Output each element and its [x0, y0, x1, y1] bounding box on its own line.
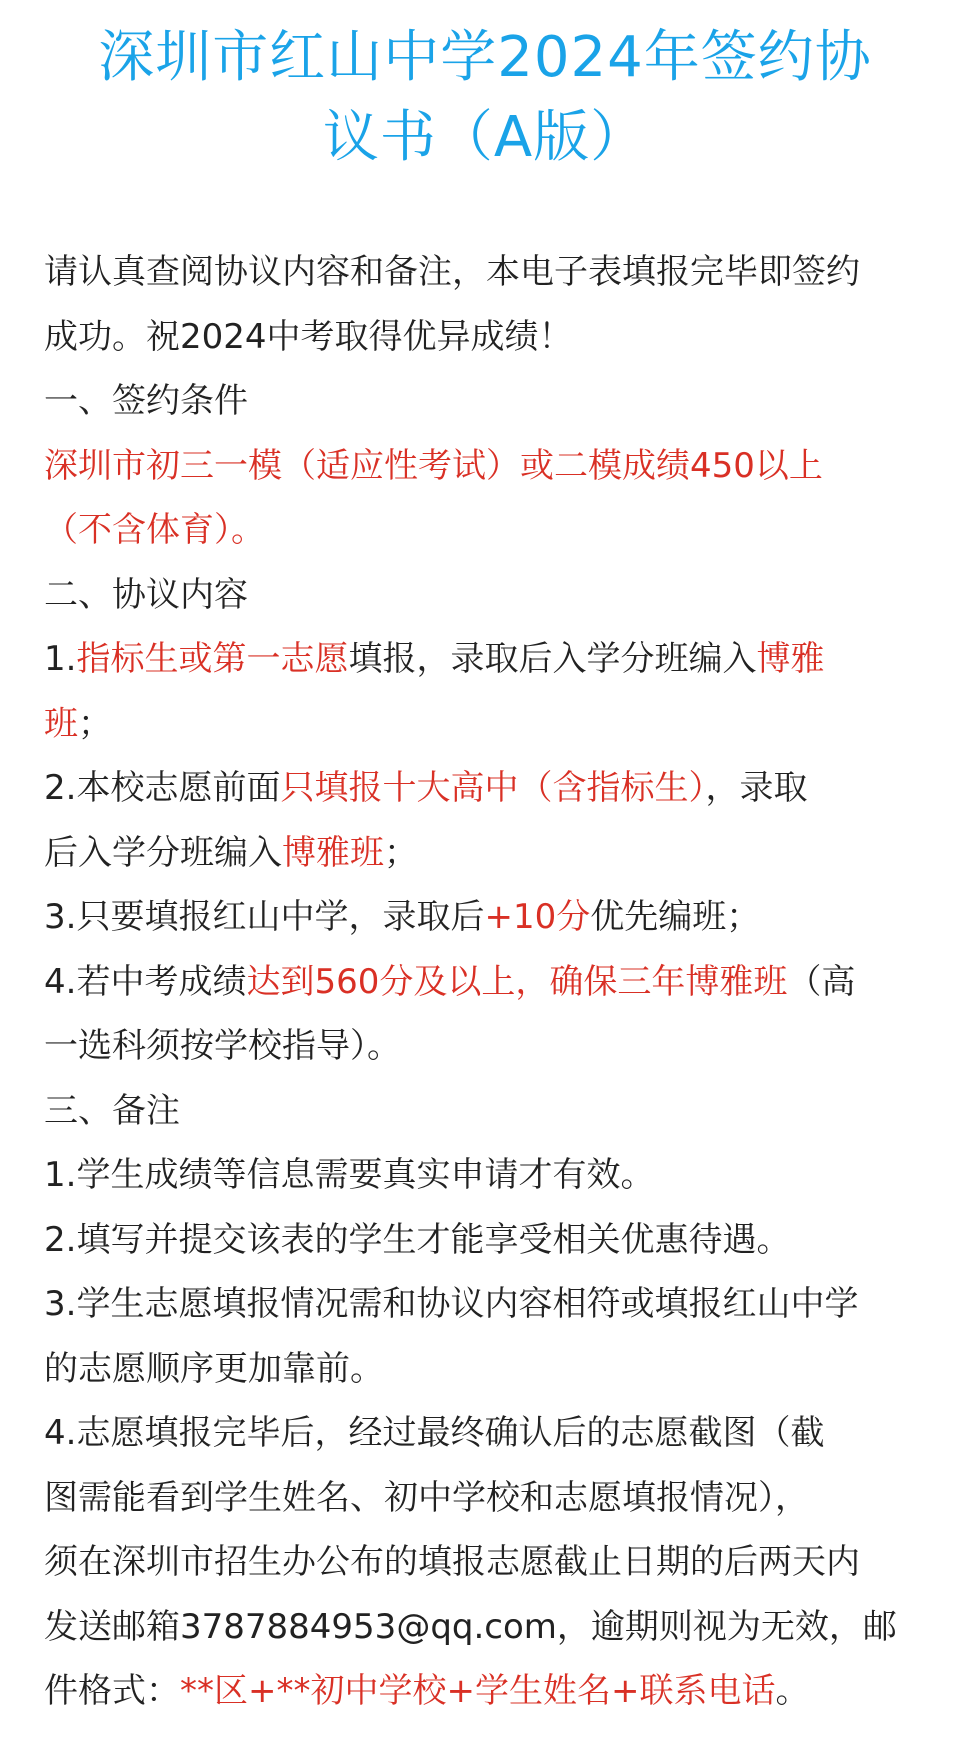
condition-line-2: （不含体育）。 — [44, 510, 265, 550]
agreement-item-3 — [44, 885, 944, 950]
note-2: 2.填写并提交该表的学生才能享受相关优惠待遇。 — [44, 1219, 791, 1260]
note-4-line-1: 4.志愿填报完毕后，经过最终确认后的志愿截图（截 — [44, 1413, 825, 1453]
item-1-tail: ； — [78, 703, 112, 744]
section-2-heading: 二、协议内容 — [44, 574, 248, 615]
item-3-tail: 优先编班； — [590, 897, 761, 937]
note-4-line-2: 图需能看到学生姓名、初中学校和志愿填报情况）， — [44, 1477, 809, 1518]
item-3-highlight: +10分 — [484, 897, 591, 937]
item-4-prefix: 4.若中考成绩 — [44, 961, 247, 1002]
agreement-item-4-line-1 — [44, 950, 944, 1015]
item-4-tail: （高 — [787, 961, 856, 1002]
item-2-line-2-head: 后入学分班编入 — [44, 832, 282, 873]
item-2-highlight-1: 只填报十大高中（含指标生） — [280, 768, 706, 808]
note-1: 1.学生成绩等信息需要真实申请才有效。 — [44, 1155, 655, 1195]
item-1-prefix: 1. — [44, 639, 77, 679]
item-2-tail: ，录取 — [705, 768, 808, 808]
agreement-item-1-line-1 — [44, 627, 944, 692]
note-3-line-1: 3.学生志愿填报情况需和协议内容相符或填报红山中学 — [44, 1284, 859, 1324]
document-body — [44, 240, 944, 1724]
note-4-format-label: 件格式： — [44, 1671, 180, 1711]
document-title — [60, 18, 910, 178]
note-4-line-4: 发送邮箱3787884953@qq.com，逾期则视为无效，邮 — [44, 1606, 897, 1647]
agreement-item-2-line-2 — [44, 821, 944, 886]
item-2-prefix: 2.本校志愿前面 — [44, 768, 281, 808]
section-1-heading: 一、签约条件 — [44, 381, 248, 421]
condition-line-1: 深圳市初三一模（适应性考试）或二模成绩450以上 — [44, 445, 823, 486]
item-4-highlight-1: 达到560分及以上， — [246, 961, 550, 1002]
note-4-line-5 — [44, 1659, 944, 1724]
intro-line-1: 请认真查阅协议内容和备注，本电子表填报完毕即签约 — [44, 252, 860, 292]
item-1-highlight-2: 博雅 — [756, 639, 825, 679]
title-line-1: 深圳市红山中学2024年签约协 — [98, 25, 872, 90]
agreement-item-1-line-2 — [44, 692, 944, 757]
section-3-heading: 三、备注 — [44, 1090, 180, 1131]
note-3-line-2: 的志愿顺序更加靠前。 — [44, 1348, 384, 1389]
item-2-highlight-2: 博雅班 — [282, 832, 384, 873]
item-1-highlight-1: 指标生或第一志愿 — [76, 639, 349, 679]
note-4-format-tail: 。 — [775, 1671, 810, 1711]
agreement-item-4-line-2: 一选科须按学校指导）。 — [44, 1026, 401, 1066]
item-1-highlight-3: 班 — [44, 703, 78, 744]
intro-line-2: 成功。祝2024中考取得优异成绩！ — [44, 316, 573, 357]
agreement-item-2-line-1 — [44, 756, 944, 821]
note-4-line-3: 须在深圳市招生办公布的填报志愿截止日期的后两天内 — [44, 1542, 860, 1582]
item-3-prefix: 3.只要填报红山中学，录取后 — [44, 897, 485, 937]
item-2-line-2-tail: ； — [384, 832, 418, 873]
item-1-middle: 填报，录取后入学分班编入 — [348, 639, 757, 679]
note-4-format-value: **区+**初中学校+学生姓名+联系电话 — [180, 1671, 776, 1711]
title-line-2: 议书（A版） — [322, 105, 648, 170]
item-4-highlight-2: 确保三年博雅班 — [549, 961, 788, 1002]
